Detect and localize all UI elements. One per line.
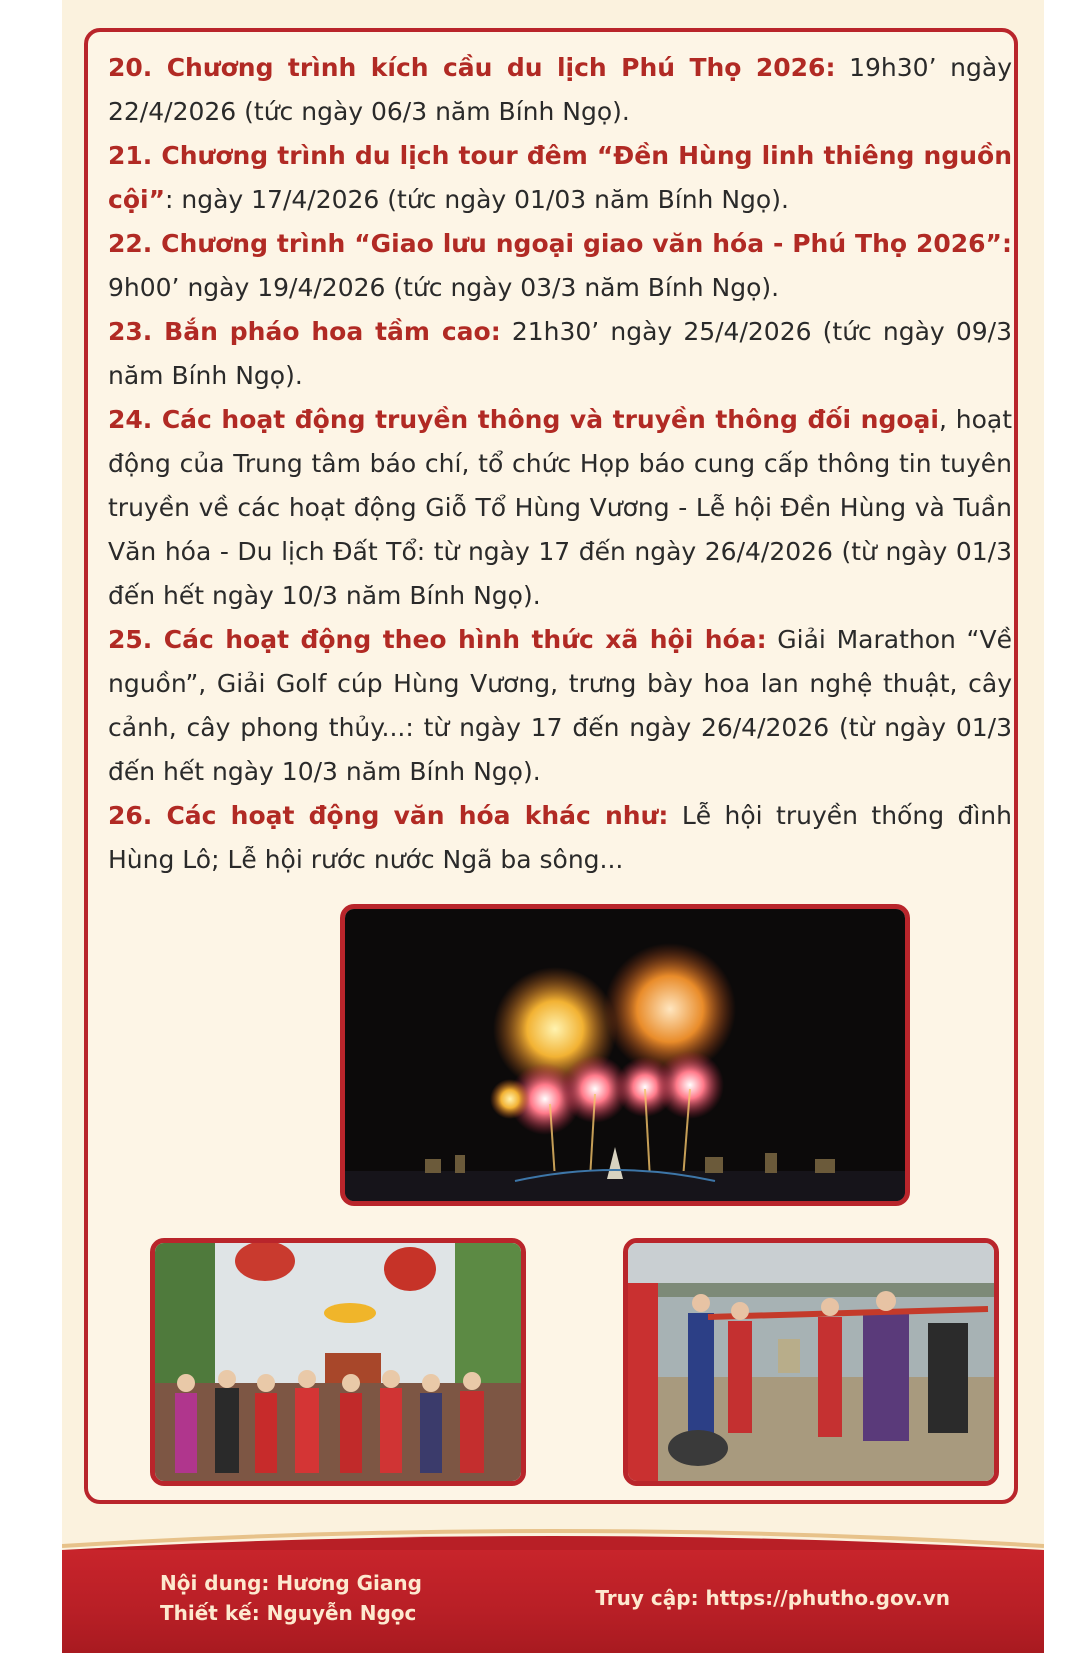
schedule-item-25 [108,618,1012,794]
river-ritual-photo [623,1238,999,1486]
procession-illustration [155,1243,521,1481]
schedule-item-21 [108,134,1012,222]
item-text: 19h30’ ngày 22/4/2026 (tức ngày 06/3 năm Bính Ngọ). [108,53,1012,126]
river-ritual-illustration [628,1243,994,1481]
item-text: : ngày 17/4/2026 (tức ngày 01/03 năm Bính Ngọ). [165,185,789,214]
credits [160,1568,422,1628]
content-credit: Nội dung: Hương Giang [160,1571,422,1595]
item-text: , hoạt động của Trung tâm báo chí, tổ chức Họp báo cung cấp thông tin tuyên truyền về các hoạt động Giỗ Tổ Hùng Vương - Lễ hội Đền Hùng và Tuần Văn hóa - Du lịch Đất Tổ: từ ngày 17 đến ngày 26/4/2026 (từ ngày 01/3 đến hết ngày 10/3 năm Bính Ngọ). [108,405,1013,610]
schedule-list [108,46,1012,882]
item-label: 24. Các hoạt động truyền thông và truyền thông đối ngoại [108,405,939,434]
item-label: 26. Các hoạt động văn hóa khác như: [108,801,669,830]
access-link[interactable]: Truy cập: https://phutho.gov.vn [595,1586,950,1610]
schedule-item-26 [108,794,1012,882]
item-label: 21. Chương trình du lịch tour đêm “Đền Hùng linh thiêng nguồn cội” [108,141,1012,214]
item-label: 25. Các hoạt động theo hình thức xã hội hóa: [108,625,767,654]
item-text: Giải Marathon “Về nguồn”, Giải Golf cúp Hùng Vương, trưng bày hoa lan nghệ thuật, cây cảnh, cây phong thủy...: từ ngày 17 đến ngày 26/4/2026 (từ ngày 01/3 đến hết ngày 10/3 năm Bính Ngọ). [108,625,1012,786]
fireworks-photo [340,904,910,1206]
schedule-item-24 [108,398,1012,618]
poster [62,0,1044,1653]
design-credit: Thiết kế: Nguyễn Ngọc [160,1601,417,1625]
content-panel [84,28,1018,1504]
procession-photo [150,1238,526,1486]
schedule-item-22 [108,222,1012,310]
item-text: 21h30’ ngày 25/4/2026 (tức ngày 09/3 năm Bính Ngọ). [108,317,1012,390]
item-label: 22. Chương trình “Giao lưu ngoại giao văn hóa - Phú Thọ 2026”: [108,229,1012,258]
item-label: 23. Bắn pháo hoa tầm cao: [108,317,501,346]
schedule-item-20 [108,46,1012,134]
schedule-item-23 [108,310,1012,398]
fireworks-illustration [345,909,905,1201]
item-text: Lễ hội truyền thống đình Hùng Lô; Lễ hội rước nước Ngã ba sông... [108,801,1012,874]
item-text: 9h00’ ngày 19/4/2026 (tức ngày 03/3 năm Bính Ngọ). [108,273,780,302]
item-label: 20. Chương trình kích cầu du lịch Phú Thọ 2026: [108,53,836,82]
